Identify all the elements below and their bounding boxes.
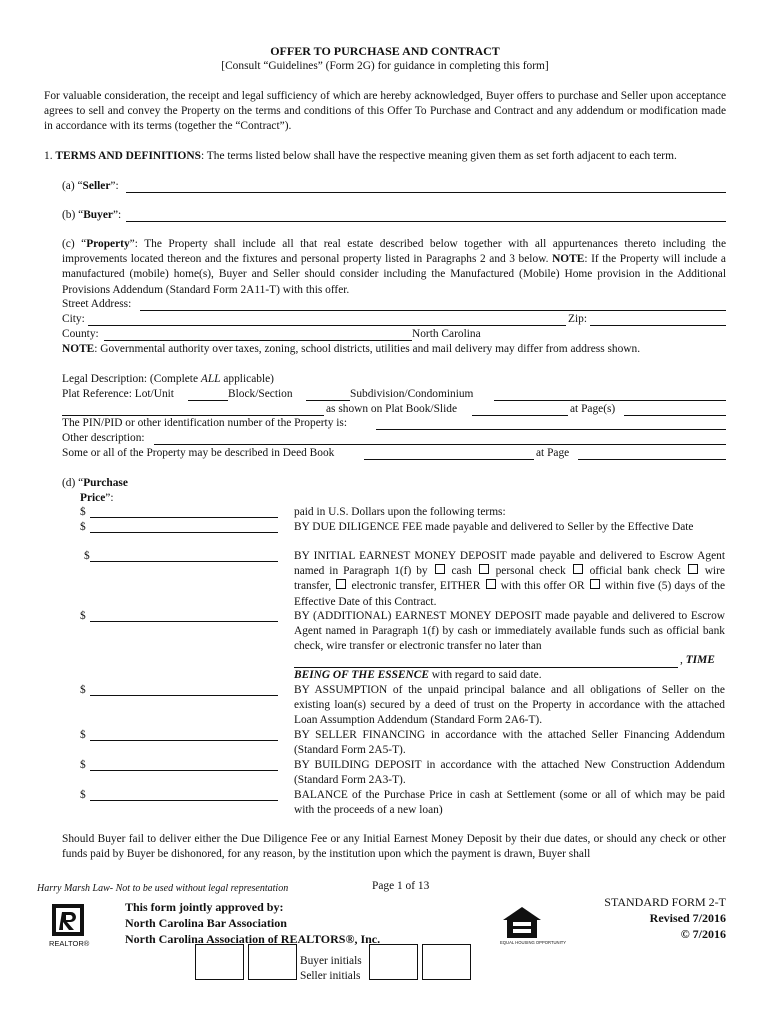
seller-initials-box-1[interactable] bbox=[369, 944, 418, 980]
due-diligence-fee-field[interactable] bbox=[90, 532, 278, 533]
form-title: OFFER TO PURCHASE AND CONTRACT bbox=[270, 44, 500, 58]
purchase-price-field[interactable] bbox=[90, 517, 278, 518]
terms-additional-earnest-money: BY (ADDITIONAL) EARNEST MONEY DEPOSIT made payable and delivered to Escrow Agent named in Paragraph 1(f) by cash or immediately available funds such as official bank check, wire transfer or electronic transfer no later than bbox=[294, 610, 725, 653]
lot-unit-field[interactable] bbox=[188, 399, 228, 401]
with-offer-checkbox[interactable] bbox=[486, 579, 496, 589]
pin-label: The PIN/PID or other identification number of the Property is: bbox=[62, 417, 348, 429]
subdivision-field[interactable] bbox=[494, 399, 726, 401]
buyer-initials-box-2[interactable] bbox=[248, 944, 297, 980]
svg-text:REALTOR®: REALTOR® bbox=[49, 939, 90, 948]
price-dollar-6: $ bbox=[80, 729, 86, 741]
within-five-days-checkbox[interactable] bbox=[590, 579, 600, 589]
section-1-title: TERMS AND DEFINITIONS bbox=[55, 150, 201, 162]
terms-balance: BALANCE of the Purchase Price in cash at Settlement (some or all of which may be paid with the proceeds of a new loan) bbox=[294, 789, 725, 817]
block-section-label: Block/Section bbox=[228, 388, 293, 400]
form-subtitle: [Consult “Guidelines” (Form 2G) for guidance in completing this form] bbox=[221, 60, 549, 72]
price-dollar-7: $ bbox=[80, 759, 86, 771]
terms-seller-financing: BY SELLER FINANCING in accordance with the attached Seller Financing Addendum (Standard Form 2A5-T). bbox=[294, 729, 725, 757]
deed-page-field[interactable] bbox=[578, 458, 726, 460]
street-field[interactable] bbox=[140, 309, 726, 311]
realtor-logo-icon bbox=[49, 902, 93, 948]
property-paragraph: (c) “Property”: The Property shall include all that real estate described below together with all appurtenances thereto including the improvements located thereon and the fixtures and personal property listed in Paragraphs 2 and 3 below. NOTE: If the Property will include a manufactured (mobile) home(s), Buyer and Seller should consider including the Manufactured (Mobile) Home provision in the Additional Provisions Addendum (Standard Form 2A11-T) with this offer. bbox=[62, 238, 727, 296]
initials-labels: Buyer initials Seller initials bbox=[300, 955, 362, 982]
building-deposit-field[interactable] bbox=[90, 770, 278, 771]
seller-label: (a) “Seller”: bbox=[62, 180, 119, 192]
plat-book-label: as shown on Plat Book/Slide bbox=[326, 403, 457, 415]
state-value: North Carolina bbox=[412, 328, 481, 340]
buyer-label: (b) “Buyer”: bbox=[62, 209, 122, 221]
legal-description-label: Legal Description: (Complete ALL applicable) bbox=[62, 373, 274, 385]
buyer-field[interactable] bbox=[126, 220, 726, 222]
approval-block: This form jointly approved by: North Carolina Bar Association North Carolina Association of REALTORS®, Inc. bbox=[125, 900, 381, 946]
seller-financing-field[interactable] bbox=[90, 740, 278, 741]
personal-check-checkbox[interactable] bbox=[479, 564, 489, 574]
other-description-field[interactable] bbox=[154, 443, 726, 445]
price-dollar-1: $ bbox=[80, 506, 86, 518]
deed-book-label: Some or all of the Property may be described in Deed Book bbox=[62, 447, 335, 459]
purchase-price-label: (d) “Purchase bbox=[62, 477, 128, 489]
plat-book-field[interactable] bbox=[472, 414, 568, 416]
seller-field[interactable] bbox=[126, 191, 726, 193]
plat-page-field[interactable] bbox=[624, 414, 726, 416]
plat-reference-label: Plat Reference: Lot/Unit bbox=[62, 388, 174, 400]
city-field[interactable] bbox=[88, 324, 566, 326]
electronic-transfer-checkbox[interactable] bbox=[336, 579, 346, 589]
county-field[interactable] bbox=[104, 339, 412, 341]
price-dollar-2: $ bbox=[80, 521, 86, 533]
terms-initial-earnest-money: BY INITIAL EARNEST MONEY DEPOSIT made payable and delivered to Escrow Agent named in Paragraph 1(f) by cash personal check official bank check wire transfer, electronic transfer, EITHER with this offer OR within five (5) days of the Effective Date of this Contract. bbox=[294, 550, 726, 608]
subdivision-label: Subdivision/Condominium bbox=[350, 388, 474, 400]
equal-housing-icon bbox=[499, 904, 567, 948]
terms-assumption: BY ASSUMPTION of the unpaid principal balance and all obligations of Seller on the existing loan(s) secured by a deed of trust on the Property in accordance with the attached Loan Assumption Addendum (Standard Form 2A6-T). bbox=[294, 684, 725, 727]
zip-field[interactable] bbox=[590, 324, 726, 326]
buyer-initials-box-1[interactable] bbox=[195, 944, 244, 980]
form-identifier: STANDARD FORM 2-T Revised 7/2016 © 7/2016 bbox=[604, 895, 726, 941]
official-bank-check-checkbox[interactable] bbox=[573, 564, 583, 574]
wire-transfer-checkbox[interactable] bbox=[688, 564, 698, 574]
balance-field[interactable] bbox=[90, 800, 278, 801]
assumption-field[interactable] bbox=[90, 695, 278, 696]
additional-earnest-money-field[interactable] bbox=[90, 621, 278, 622]
closing-paragraph: Should Buyer fail to deliver either the Due Diligence Fee or any Initial Earnest Money Deposit by their due dates, or should any check or other funds paid by Buyer be dishonored, for any reason, by the institution upon which the payment is drawn, Buyer shall bbox=[62, 833, 726, 861]
legal-disclaimer: Harry Marsh Law- Not to be used without legal representation bbox=[37, 883, 289, 894]
page-number: Page 1 of 13 bbox=[372, 880, 430, 892]
street-label: Street Address: bbox=[62, 298, 132, 310]
initial-earnest-money-field[interactable] bbox=[90, 561, 278, 562]
county-label: County: bbox=[62, 328, 99, 340]
cash-checkbox[interactable] bbox=[435, 564, 445, 574]
time-essence-comma: , TIME bbox=[680, 654, 715, 666]
price-dollar-5: $ bbox=[80, 684, 86, 696]
price-dollar-8: $ bbox=[80, 789, 86, 801]
svg-text:EQUAL HOUSING OPPORTUNITY: EQUAL HOUSING OPPORTUNITY bbox=[500, 940, 567, 945]
intro-paragraph: For valuable consideration, the receipt and legal sufficiency of which are hereby acknowledged, Buyer offers to purchase and Seller upon acceptance agrees to sell and convey the Property on the terms and conditions of this Offer To Purchase and Contract and any addendum or modification made in accordance with its terms (together the “Contract”). bbox=[44, 90, 726, 133]
price-dollar-4: $ bbox=[80, 610, 86, 622]
address-note: NOTE: Governmental authority over taxes, zoning, school districts, utilities and mail delivery may differ from address shown. bbox=[62, 343, 641, 355]
terms-due-diligence: BY DUE DILIGENCE FEE made payable and delivered to Seller by the Effective Date bbox=[294, 521, 694, 533]
purchase-price-label-2: Price”: bbox=[80, 492, 114, 504]
time-essence-text: BEING OF THE ESSENCE with regard to said date. bbox=[294, 669, 542, 681]
deed-book-field[interactable] bbox=[364, 458, 534, 460]
deed-page-label: at Page bbox=[536, 447, 570, 459]
price-dollar-3: $ bbox=[84, 550, 90, 562]
zip-label: Zip: bbox=[568, 313, 587, 325]
pin-field[interactable] bbox=[376, 428, 726, 430]
plat-page-label: at Page(s) bbox=[570, 403, 616, 415]
terms-paid: paid in U.S. Dollars upon the following terms: bbox=[294, 506, 506, 518]
terms-building-deposit: BY BUILDING DEPOSIT in accordance with the attached New Construction Addendum (Standard Form 2A3-T). bbox=[294, 759, 725, 787]
section-1-heading: 1. TERMS AND DEFINITIONS: The terms listed below shall have the respective meaning given them as set forth adjacent to each term. bbox=[44, 150, 677, 162]
other-description-label: Other description: bbox=[62, 432, 145, 444]
seller-initials-box-2[interactable] bbox=[422, 944, 471, 980]
block-section-field[interactable] bbox=[306, 399, 350, 401]
city-label: City: bbox=[62, 313, 85, 325]
